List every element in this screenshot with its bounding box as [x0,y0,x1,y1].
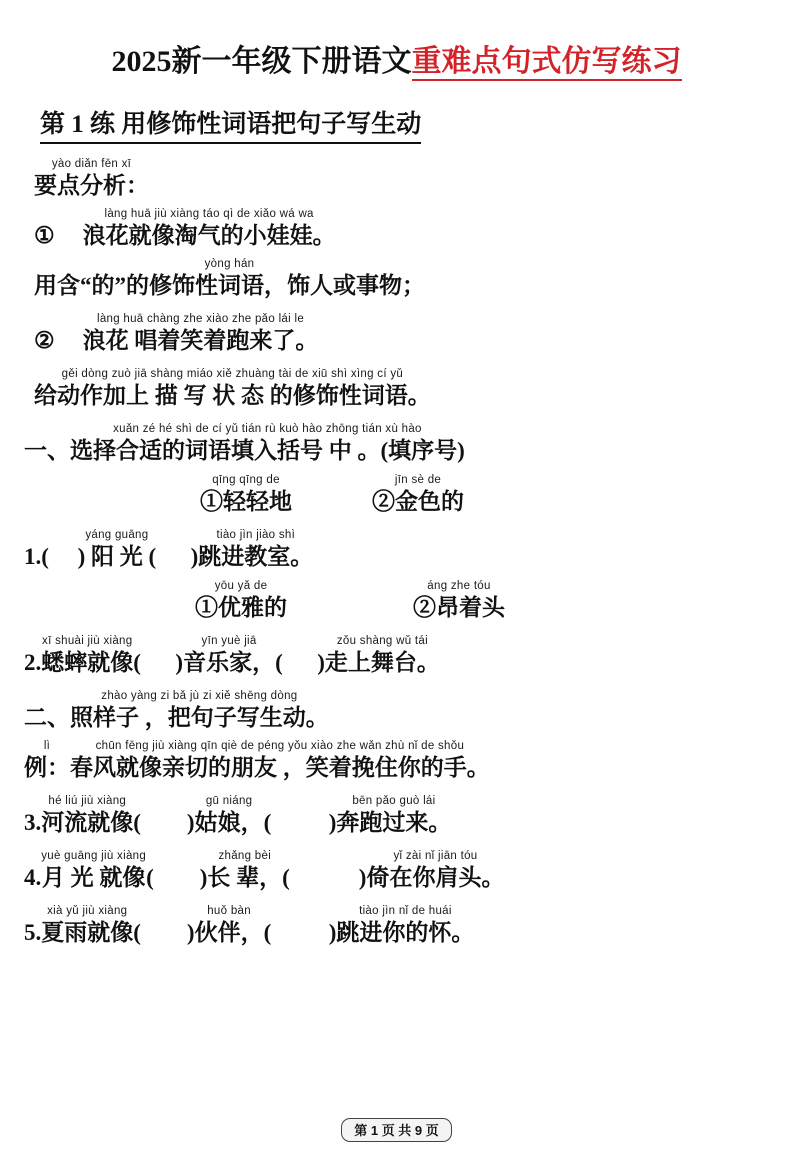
pinyin: xī shuài jiù xiàng [42,635,133,647]
question-4 [0,850,793,891]
example-item-1 [0,208,793,249]
question-3 [0,795,793,836]
hanzi: 照样子 ，把句子写生动。 [70,705,329,730]
pinyin: gū niáng [205,795,253,807]
question-1 [0,529,793,570]
question-mid [183,635,275,676]
answer-blank[interactable]: ( ) [133,920,195,945]
hanzi: ②昂着头 [413,595,505,620]
hanzi: 选择合适的词语填入括号 中 。(填序号) [70,438,465,463]
example-label [24,740,70,781]
example-ruby [83,208,336,249]
question-mid [207,850,282,891]
option-1-1 [200,474,292,515]
pinyin: xuǎn zé hé shì de cí yǔ tián rù kuò hào zhōng tián xù hào [113,423,422,435]
example-marker: ① [34,223,55,248]
exercise-one-number: 一、 [24,438,70,463]
option-row-2 [0,580,793,621]
pinyin: zhǎng bèi [218,850,272,862]
question-5 [0,905,793,946]
example-note-1 [0,258,793,299]
exercise-one-ruby [70,423,465,464]
hanzi: 长 辈， [207,865,283,890]
key-points-ruby [34,158,149,199]
question-index: 4. [24,865,42,890]
answer-blank[interactable]: ( ) [275,650,325,675]
question-lead [41,795,133,836]
hanzi: 用含“的”的修饰性词语，饰人或事物； [34,273,425,298]
hanzi: 音乐家， [183,650,276,675]
hanzi: ①优雅的 [195,595,287,620]
hanzi: 要点分析： [34,173,149,198]
note-ruby [34,258,425,299]
pinyin: chūn fēng jiù xiàng qīn qiè de péng yǒu xiào zhe wǎn zhù nǐ de shǒu [95,740,465,752]
answer-blank[interactable]: ( ) [146,865,208,890]
hanzi: 月 光 就像 [41,865,146,890]
hanzi: 春风就像亲切的朋友 ，笑着挽住你的手。 [70,755,490,780]
exercise-two-heading [0,690,793,731]
hanzi: 跳进教室。 [198,544,314,569]
hanzi: ①轻轻地 [200,489,292,514]
example-marker: ② [34,328,55,353]
answer-blank[interactable]: ( ) [41,544,86,569]
pinyin: zhào yàng zi bǎ jù zi xiě shēng dòng [101,690,298,702]
pinyin: zǒu shàng wǔ tái [336,635,428,647]
answer-blank[interactable]: ( ) [148,544,199,569]
pinyin: jīn sè de [394,474,442,486]
hanzi: 走上舞台。 [324,650,440,675]
question-index: 3. [24,810,42,835]
exercise-two-example [0,740,793,781]
section-heading: 第 1 练 用修饰性词语把句子写生动 [40,104,421,144]
question-lead [41,635,133,676]
question-index: 2. [24,650,42,675]
hanzi: 倚在你肩头。 [366,865,505,890]
question-tail [325,635,440,676]
key-points-label [0,158,793,199]
question-lead [41,850,146,891]
question-index: 1. [24,544,42,569]
example-item-2 [0,313,793,354]
hanzi: 姑娘， [194,810,264,835]
question-tail [366,850,504,891]
pinyin: yōu yǎ de [214,580,268,592]
pinyin: làng huā jiù xiàng táo qì de xiǎo wá wa [104,208,314,220]
option-2-2 [413,580,505,621]
pinyin: áng zhe tóu [427,580,491,592]
page-title [0,36,793,80]
answer-blank[interactable]: ( ) [282,865,367,890]
pinyin: yáng guāng [85,529,149,541]
pinyin: huǒ bàn [207,905,251,917]
answer-blank[interactable]: ( ) [133,810,195,835]
question-lead [41,905,133,946]
hanzi: 蟋蟀就像 [41,650,134,675]
hanzi: 夏雨就像 [41,920,134,945]
pinyin: hé liú jiù xiàng [48,795,127,807]
option-2-1 [195,580,287,621]
hanzi: 给动作加上 描 写 状 态 的修饰性词语。 [34,383,431,408]
exercise-two-ruby [70,690,329,731]
pinyin: bēn pǎo guò lái [352,795,436,807]
option-1-2 [372,474,464,515]
question-tail [336,795,451,836]
pinyin: yǐ zài nǐ jiān tóu [393,850,478,862]
question-index: 5. [24,920,42,945]
example-sentence [70,740,490,781]
pinyin: yuè guāng jiù xiàng [41,850,147,862]
example-note-2 [0,368,793,409]
page-title-accent: 重难点句式仿写练习 [412,45,682,81]
hanzi: 例： [24,755,70,780]
hanzi: 奔跑过来。 [336,810,452,835]
hanzi: 浪花就像淘气的小娃娃。 [82,223,336,248]
answer-blank[interactable]: ( ) [133,650,184,675]
page-number: 第 1 页 共 9 页 [341,1118,452,1142]
pinyin: qīng qīng de [212,474,280,486]
pinyin: yòng hán [204,258,255,270]
pinyin: làng huā chàng zhe xiào zhe pǎo lái le [96,313,305,325]
pinyin: yīn yuè jiā [201,635,257,647]
pinyin: xià yǔ jiù xiàng [47,905,128,917]
worksheet-page [0,36,793,1158]
note-ruby [34,368,431,409]
answer-blank[interactable]: ( ) [263,810,337,835]
page-title-plain: 2025新一年级下册语文 [111,45,412,78]
pinyin: gěi dòng zuò jiā shàng miáo xiě zhuàng tài de xiū shì xìng cí yǔ [61,368,404,380]
hanzi: 跳进你的怀。 [336,920,475,945]
answer-blank[interactable]: ( ) [263,920,337,945]
option-row-1 [0,474,793,515]
hanzi: 伙伴， [194,920,264,945]
question-mid [195,905,264,946]
pinyin: lì [43,740,51,752]
hanzi: 河流就像 [41,810,134,835]
example-ruby [83,313,319,354]
hanzi: 浪花 唱着笑着跑来了。 [82,328,319,353]
question-word-2 [198,529,313,570]
pinyin: tiào jìn nǐ de huái [359,905,452,917]
hanzi: 阳 光 [91,544,143,569]
question-mid [195,795,264,836]
hanzi: ②金色的 [372,489,464,514]
pinyin: tiào jìn jiào shì [216,529,296,541]
question-word-1 [85,529,148,570]
question-2 [0,635,793,676]
exercise-two-number: 二、 [24,705,70,730]
pinyin: yào diǎn fēn xī [51,158,132,170]
question-tail [336,905,474,946]
exercise-one-heading [0,423,793,464]
